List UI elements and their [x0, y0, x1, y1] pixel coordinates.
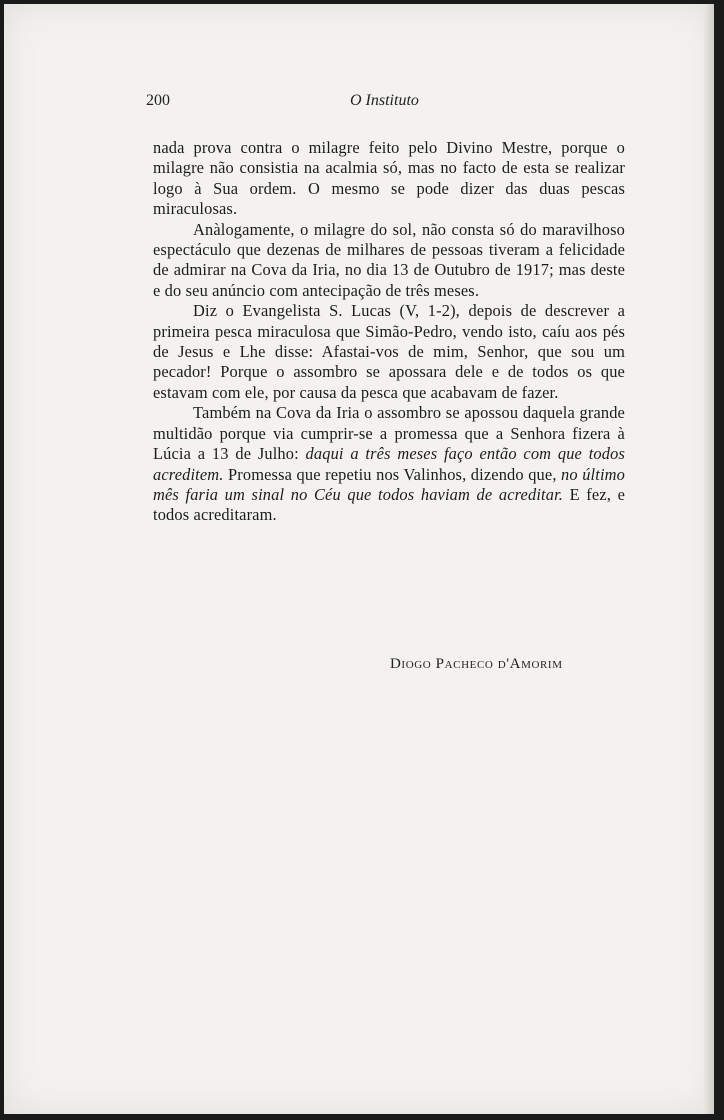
paragraph — [153, 220, 625, 302]
page-edge — [704, 4, 714, 1114]
page-header — [4, 92, 714, 116]
running-title: O Instituto — [350, 92, 419, 109]
author-signature: Diogo Pacheco d'Amorim — [390, 656, 563, 672]
text-segment: Promessa que repetiu nos Valinhos, dizendo que, — [223, 464, 562, 484]
text-segment: Anàlogamente, o milagre do sol, não consta só do maravilhoso espectáculo que dezenas de milhares de pessoas tiveram a felicidade de admirar na Cova da Iria, no dia 13 de Outubro de 1917; mas deste e do seu anúncio com antecipação de três meses. — [153, 219, 625, 300]
italic-text: no último mês faria um sinal no Céu que todos haviam de acreditar. — [153, 464, 625, 504]
body-text — [153, 138, 625, 526]
text-segment: Diz o Evangelista S. Lucas (V, 1-2), depois de descrever a primeira pesca miraculosa que Simão-Pedro, vendo isto, caíu aos pés de Jesus e Lhe disse: Afastai-vos de mim, Senhor, que sou um pecador! Porque o assombro se apossara dele e de todos os que estavam com ele, por causa da pesca que acabavam de fazer. — [153, 301, 625, 402]
text-segment: Também na Cova da Iria o assombro se apossou daquela grande multidão porque via cumprir-se a promessa que a Senhora fizera à Lúcia a 13 de Julho: — [153, 403, 625, 464]
text-segment: E fez, e todos acreditaram. — [153, 484, 625, 525]
page-number: 200 — [146, 92, 170, 109]
paragraph — [153, 403, 625, 525]
document-page — [4, 4, 714, 1114]
text-segment: nada prova contra o milagre feito pelo Divino Mestre, porque o milagre não consistia na acalmia só, mas no facto de esta se realizar logo à Sua ordem. O mesmo se pode dizer das duas pescas miraculosas. — [153, 138, 625, 219]
paragraph — [153, 301, 625, 403]
paragraph — [153, 138, 625, 220]
italic-text: daqui a três meses faço então com que todos acreditem. — [153, 444, 625, 484]
